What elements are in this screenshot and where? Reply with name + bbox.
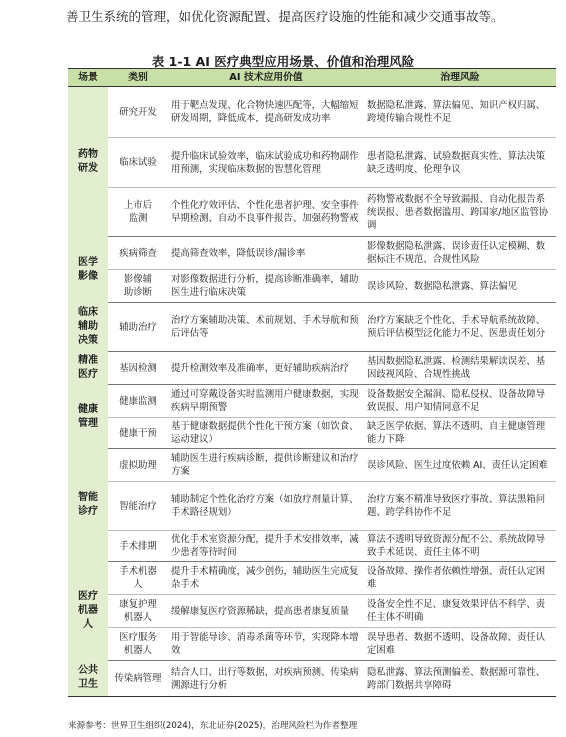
risk-cell: 数据隐私泄露、算法偏见、知识产权归属、跨境传输合规性不足 xyxy=(364,87,556,138)
category-cell: 传染病管理 xyxy=(108,661,168,697)
value-cell: 辅助医生进行疾病诊断，提供诊断建议和治疗方案 xyxy=(168,449,364,482)
scene-cell: 医学 影像 xyxy=(68,237,108,303)
value-cell: 提升临床试验效率，临床试验成功和药物副作用预测，实现临床数据的智慧化管理 xyxy=(168,138,364,188)
table-row xyxy=(68,87,556,138)
category-cell: 健康监测 xyxy=(108,385,168,418)
value-cell: 缓解康复医疗资源稀缺，提高患者康复质量 xyxy=(168,595,364,628)
category-text: 影像辅助诊断 xyxy=(123,274,153,298)
risk-cell: 缺乏医学依据、算法不透明、自主健康管理能力下降 xyxy=(364,418,556,449)
value-cell: 个性化疗效评估、个性化患者护理、安全事件早期检测、自动不良事件报告、加强药物警戒 xyxy=(168,188,364,237)
value-cell: 优化手术室资源分配，提升手术安排效率，减少患者等待时间 xyxy=(168,531,364,562)
table-row xyxy=(68,449,556,482)
value-cell: 用于靶点发现、化合物快速匹配等，大幅缩短研发周期，降低成本，提高研发成功率 xyxy=(168,87,364,138)
value-cell: 提升检测效率及准确率，更好辅助疾病治疗 xyxy=(168,352,364,385)
scene-cell: 智能 诊疗 xyxy=(68,449,108,562)
risk-cell: 设备安全性不足、康复效果评估不科学、责任主体不明确 xyxy=(364,595,556,628)
scene-cell: 临床 辅助 决策 xyxy=(68,303,108,352)
risk-cell: 影像数据隐私泄露、误诊责任认定模糊、数据标注不规范、合规性风险 xyxy=(364,237,556,270)
table-row xyxy=(68,385,556,418)
category-cell: 基因检测 xyxy=(108,352,168,385)
header-value: AI 技术应用价值 xyxy=(168,69,364,87)
table-row xyxy=(68,482,556,531)
value-cell: 对影像数据进行分析，提高诊断准确率，辅助医生进行临床决策 xyxy=(168,270,364,303)
category-cell: 虚拟助理 xyxy=(108,449,168,482)
table-row xyxy=(68,303,556,352)
category-cell xyxy=(108,595,168,628)
risk-cell: 设备数据安全漏洞、隐私侵权、设备故障导致误报、用户知情同意不足 xyxy=(364,385,556,418)
intro-paragraph: 善卫生系统的管理，如优化资源配置、提高医疗设施的性能和减少交通事故等。 xyxy=(66,9,504,24)
category-text: 手术机器人 xyxy=(119,566,157,590)
table-row xyxy=(68,595,556,628)
table-row xyxy=(68,418,556,449)
table-row xyxy=(68,531,556,562)
table-row xyxy=(68,237,556,270)
header-category: 类别 xyxy=(108,69,168,87)
category-cell: 研究开发 xyxy=(108,87,168,138)
ai-medical-table xyxy=(68,68,556,697)
risk-cell: 误导患者、数据不透明、设备故障、责任认定困难 xyxy=(364,628,556,661)
scene-cell: 健康 管理 xyxy=(68,385,108,449)
header-scene: 场景 xyxy=(68,69,108,87)
risk-cell: 算法不透明导致资源分配不公、系统故障导致手术延误、责任主体不明 xyxy=(364,531,556,562)
risk-cell: 误诊风险、数据隐私泄露、算法偏见 xyxy=(364,270,556,303)
category-cell xyxy=(108,188,168,237)
risk-cell: 患者隐私泄露、试验数据真实性、算法决策缺乏透明度、伦理争议 xyxy=(364,138,556,188)
value-cell: 治疗方案辅助决策、术前规划、手术导航和预后评估等 xyxy=(168,303,364,352)
source-note: 来源参考：世界卫生组织(2024)，东北证券(2025)，治理风险栏为作者整理 xyxy=(68,721,358,731)
category-text: 康复护理机器人 xyxy=(119,599,157,623)
value-cell: 提升手术精确度，减少创伤，辅助医生完成复杂手术 xyxy=(168,562,364,595)
table-row xyxy=(68,628,556,661)
value-cell: 通过可穿戴设备实时监测用户健康数据，实现疾病早期预警 xyxy=(168,385,364,418)
category-cell: 辅助治疗 xyxy=(108,303,168,352)
table-row xyxy=(68,661,556,697)
category-cell xyxy=(108,270,168,303)
table-row xyxy=(68,138,556,188)
risk-cell: 治疗方案不精准导致医疗事故、算法黑箱问题、跨学科协作不足 xyxy=(364,482,556,531)
risk-cell: 隐私泄露、算法预测偏差、数据源可靠性、跨部门数据共享障碍 xyxy=(364,661,556,697)
scene-cell: 公共 卫生 xyxy=(68,661,108,697)
scene-cell: 药物 研发 xyxy=(68,87,108,237)
table-caption: 表 1-1 AI 医疗典型应用场景、价值和治理风险 xyxy=(151,54,415,69)
category-cell: 手术排期 xyxy=(108,531,168,562)
category-cell: 智能治疗 xyxy=(108,482,168,531)
category-cell: 疾病筛查 xyxy=(108,237,168,270)
table-row xyxy=(68,352,556,385)
category-cell: 临床试验 xyxy=(108,138,168,188)
value-cell: 用于智能导诊、消毒杀菌等环节，实现降本增效 xyxy=(168,628,364,661)
table-body xyxy=(68,87,556,697)
risk-cell: 基因数据隐私泄露、检测结果解读误差、基因歧视风险、合规性挑战 xyxy=(364,352,556,385)
risk-cell: 治疗方案缺乏个性化、手术导航系统故障、预后评估模型泛化能力不足、医患责任划分 xyxy=(364,303,556,352)
value-cell: 提高筛查效率，降低误诊/漏诊率 xyxy=(168,237,364,270)
risk-cell: 误诊风险、医生过度依赖 AI、责任认定困难 xyxy=(364,449,556,482)
scene-cell: 医疗 机器 人 xyxy=(68,562,108,661)
value-cell: 辅助制定个性化治疗方案（如放疗剂量计算、手术路径规划） xyxy=(168,482,364,531)
risk-cell: 药物警戒数据不全导致漏报、自动化报告系统误报、患者数据滥用、跨国家/地区监管协调 xyxy=(364,188,556,237)
header-risk: 治理风险 xyxy=(364,69,556,87)
category-text: 医疗服务机器人 xyxy=(119,632,157,656)
table-row xyxy=(68,270,556,303)
value-cell: 结合人口、出行等数据，对疾病预测、传染病溯源进行分析 xyxy=(168,661,364,697)
category-cell xyxy=(108,628,168,661)
scene-cell: 精准 医疗 xyxy=(68,352,108,385)
table-row xyxy=(68,562,556,595)
category-text: 上市后监测 xyxy=(123,200,153,224)
value-cell: 基于健康数据提供个性化干预方案（如饮食、运动建议） xyxy=(168,418,364,449)
category-cell xyxy=(108,562,168,595)
category-cell: 健康干预 xyxy=(108,418,168,449)
table-row xyxy=(68,188,556,237)
risk-cell: 设备故障、操作者依赖性增强、责任认定困难 xyxy=(364,562,556,595)
table-header-row xyxy=(68,69,556,87)
